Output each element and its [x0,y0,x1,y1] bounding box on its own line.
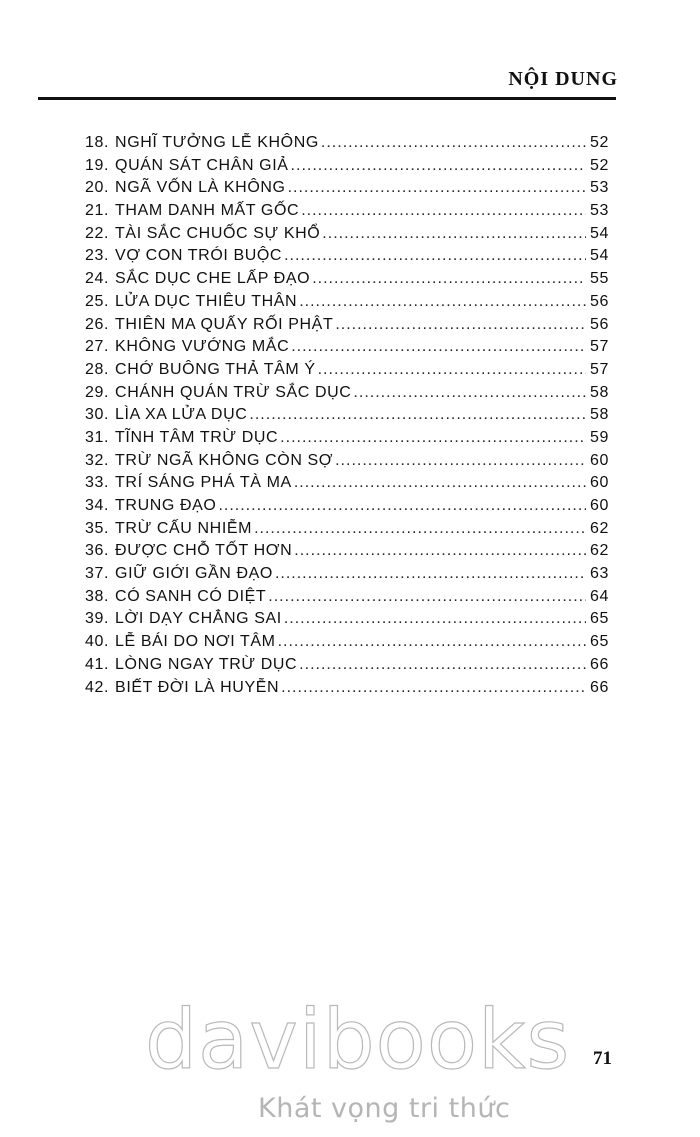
toc-entry-number: 42. [85,678,110,696]
toc-entry[interactable] [85,656,609,679]
toc-entry-page: 57 [590,360,609,378]
toc-entry-page: 57 [590,338,609,356]
toc-entry-number: 26. [85,315,110,333]
toc-entry-title: KHÔNG VƯỚNG MẮC [115,338,290,356]
toc-entry[interactable] [85,406,609,429]
toc-leader-dots [294,542,586,560]
toc-entry[interactable] [85,225,609,248]
toc-entry[interactable] [85,157,609,180]
toc-entry-page: 56 [590,315,609,333]
toc-entry-number: 36. [85,542,110,560]
toc-leader-dots [284,247,586,265]
toc-entry-page: 65 [590,633,609,651]
toc-entry-number: 24. [85,270,110,288]
toc-entry-title: GIỮ GIỚI GẦN ĐẠO [115,565,273,583]
toc-entry-page: 64 [590,587,609,605]
toc-entry-number: 33. [85,474,110,492]
toc-entry-number: 29. [85,383,110,401]
toc-entry[interactable] [85,361,609,384]
toc-entry-page: 60 [590,497,609,514]
toc-leader-dots [249,406,586,424]
toc-entry-title: CÓ SANH CÓ DIỆT [115,587,267,605]
toc-leader-dots [291,157,586,175]
toc-entry-number: 40. [85,633,110,651]
toc-entry[interactable] [85,497,609,520]
toc-entry-number: 27. [85,338,110,356]
toc-entry-number: 37. [85,565,110,583]
toc-entry[interactable] [85,202,609,225]
toc-leader-dots [321,134,586,152]
toc-entry-page: 53 [590,202,609,220]
toc-entry-number: 34. [85,497,110,514]
toc-entry-number: 31. [85,428,110,446]
toc-entry[interactable] [85,338,609,361]
toc-entry-title: CHÁNH QUÁN TRỪ SẮC DỤC [115,383,352,401]
toc-leader-dots [335,316,586,334]
toc-entry[interactable] [85,429,609,452]
toc-entry[interactable] [85,474,609,497]
toc-entry-number: 41. [85,655,110,673]
toc-entry-title: LỄ BÁI DO NƠI TÂM [115,633,276,651]
toc-entry-page: 66 [590,678,609,696]
toc-entry-title: THIÊN MA QUẤY RỐI PHẬT [115,315,334,333]
toc-entry[interactable] [85,520,609,543]
toc-entry-number: 39. [85,610,110,628]
toc-leader-dots [268,588,586,606]
toc-entry-title: LÌA XA LỬA DỤC [115,406,248,424]
toc-leader-dots [335,452,586,470]
toc-entry-page: 55 [590,270,609,288]
toc-entry-title: TRỪ CẤU NHIỄM [115,519,253,537]
toc-leader-dots [322,225,586,243]
toc-entry-page: 58 [590,383,609,401]
toc-leader-dots [312,270,586,288]
toc-entry-title: TÀI SẮC CHUỐC SỰ KHỔ [115,224,321,242]
toc-entry[interactable] [85,588,609,611]
toc-entry-page: 65 [590,610,609,628]
toc-entry-number: 38. [85,587,110,605]
toc-entry-page: 54 [590,247,609,265]
toc-entry[interactable] [85,270,609,293]
toc-leader-dots [218,497,586,515]
toc-entry-page: 59 [590,428,609,446]
toc-leader-dots [280,429,586,447]
toc-leader-dots [288,179,586,197]
toc-entry-title: CHỚ BUÔNG THẢ TÂM Ý [115,360,316,378]
toc-leader-dots [353,384,586,402]
watermark-brand-logo: davibooks [145,993,571,1088]
toc-entry-page: 63 [590,565,609,583]
toc-entry-number: 18. [85,134,110,151]
toc-leader-dots [254,520,586,538]
toc-entry-number: 23. [85,247,110,265]
toc-leader-dots [318,361,586,379]
toc-leader-dots [301,202,586,220]
toc-entry-number: 32. [85,451,110,469]
toc-entry-title: BIẾT ĐỜI LÀ HUYỄN [115,678,280,696]
toc-entry-number: 22. [85,224,110,242]
toc-entry[interactable] [85,542,609,565]
toc-leader-dots [291,338,586,356]
toc-entry-number: 28. [85,360,110,378]
toc-entry-page: 53 [590,179,609,197]
toc-entry[interactable] [85,247,609,270]
toc-entry[interactable] [85,316,609,339]
table-of-contents [85,134,609,701]
page-header-title: NỘI DUNG [508,68,618,90]
header-divider [38,97,616,100]
toc-entry-page: 52 [590,134,609,151]
toc-entry[interactable] [85,134,609,157]
toc-entry-title: LÒNG NGAY TRỪ DỤC [115,655,298,673]
page-number: 71 [593,1048,612,1069]
toc-entry[interactable] [85,293,609,316]
toc-entry-title: SẮC DỤC CHE LẤP ĐẠO [115,270,311,288]
toc-leader-dots [284,610,586,628]
toc-entry-page: 62 [590,542,609,560]
toc-entry[interactable] [85,610,609,633]
toc-entry-title: LỜI DẠY CHẲNG SAI [115,610,282,628]
toc-entry[interactable] [85,384,609,407]
toc-leader-dots [294,474,586,492]
toc-entry-page: 56 [590,292,609,310]
toc-leader-dots [281,679,586,697]
toc-entry-number: 21. [85,202,110,220]
toc-entry[interactable] [85,452,609,475]
toc-leader-dots [299,293,586,311]
toc-entry-number: 30. [85,406,110,424]
toc-entry-page: 54 [590,224,609,242]
toc-entry-title: ĐƯỢC CHỖ TỐT HƠN [115,542,293,560]
toc-entry-title: VỢ CON TRÓI BUỘC [115,247,283,265]
toc-entry-page: 60 [590,451,609,469]
toc-entry-page: 62 [590,519,609,537]
toc-entry[interactable] [85,565,609,588]
toc-entry-title: TRUNG ĐẠO [115,497,217,514]
toc-entry-number: 20. [85,179,110,197]
toc-entry-title: LỬA DỤC THIÊU THÂN [115,292,298,310]
toc-leader-dots [278,633,586,651]
toc-leader-dots [299,656,586,674]
toc-entry-page: 60 [590,474,609,492]
toc-entry[interactable] [85,679,609,702]
toc-entry[interactable] [85,633,609,656]
watermark-tagline: Khát vọng tri thức [258,1093,511,1124]
toc-entry-number: 19. [85,156,110,174]
toc-entry[interactable] [85,179,609,202]
toc-entry-page: 58 [590,406,609,424]
toc-leader-dots [275,565,586,583]
toc-entry-title: NGHĨ TƯỞNG LỄ KHÔNG [115,134,319,151]
toc-entry-title: TRỪ NGÃ KHÔNG CÒN SỢ [115,451,334,469]
toc-entry-title: THAM DANH MẤT GỐC [115,202,300,220]
toc-entry-title: NGÃ VỐN LÀ KHÔNG [115,179,286,197]
toc-entry-title: TĨNH TÂM TRỪ DỤC [115,428,279,446]
toc-entry-title: TRÍ SÁNG PHÁ TÀ MA [115,474,292,492]
toc-entry-page: 52 [590,156,609,174]
toc-entry-number: 35. [85,519,110,537]
toc-entry-title: QUÁN SÁT CHÂN GIẢ [115,156,289,174]
toc-entry-page: 66 [590,655,609,673]
toc-entry-number: 25. [85,292,110,310]
